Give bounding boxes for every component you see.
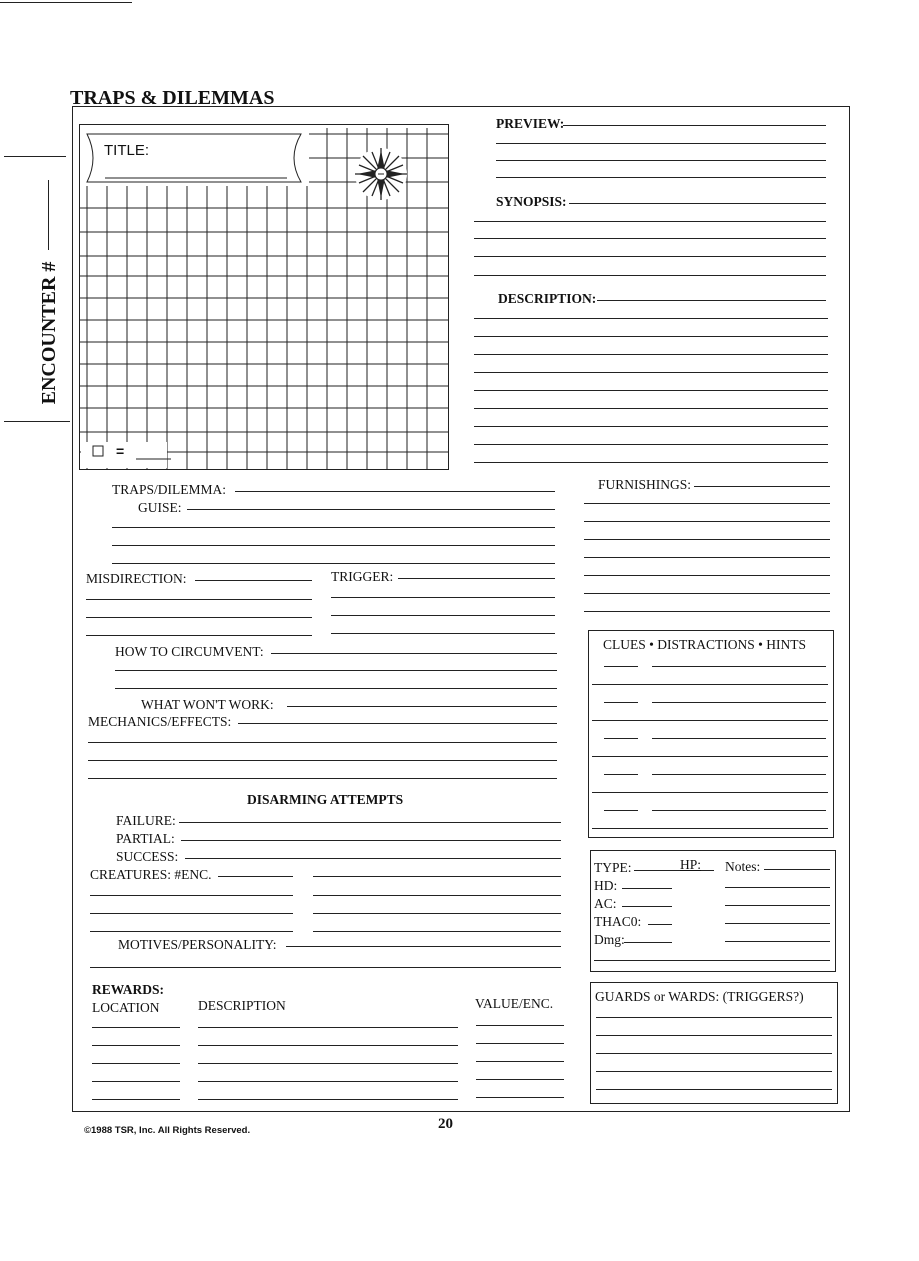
synopsis-line-1[interactable]: [569, 203, 826, 204]
description-line-5[interactable]: [474, 372, 828, 373]
map-grid[interactable]: [79, 124, 451, 474]
creatures-line-3[interactable]: [90, 913, 293, 914]
disarming-heading: DISARMING ATTEMPTS: [247, 792, 404, 807]
stat-line-bottom[interactable]: [594, 960, 830, 961]
clues-box: [588, 630, 834, 838]
stat-notes-line-4[interactable]: [725, 923, 830, 924]
reward-description-line-3[interactable]: [198, 1063, 458, 1064]
reward-value-line-1[interactable]: [476, 1025, 564, 1026]
furnishings-line-6[interactable]: [584, 575, 830, 576]
description-line-1[interactable]: [597, 300, 826, 301]
clue-line-1[interactable]: [652, 666, 826, 667]
circumvent-line-3[interactable]: [115, 688, 557, 689]
reward-description-line-1[interactable]: [198, 1027, 458, 1028]
guards-line-4[interactable]: [596, 1071, 832, 1072]
preview-line-3[interactable]: [496, 160, 826, 161]
encounter-number-line[interactable]: [48, 180, 49, 250]
description-line-7[interactable]: [474, 408, 828, 409]
preview-line-4[interactable]: [496, 177, 826, 178]
reward-description-line-2[interactable]: [198, 1045, 458, 1046]
rewards-location-header: LOCATION: [92, 1000, 160, 1015]
trigger-label: TRIGGER:: [331, 569, 394, 584]
page-title: TRAPS & DILEMMAS: [70, 87, 275, 109]
motives-line-2[interactable]: [90, 967, 561, 968]
clue-line-4[interactable]: [652, 774, 826, 775]
scale-equals: =: [116, 443, 125, 459]
side-rule-top: [4, 156, 66, 157]
mechanics-line-3[interactable]: [88, 760, 557, 761]
description-line-3[interactable]: [474, 336, 828, 337]
furnishings-label: FURNISHINGS:: [598, 477, 692, 492]
creatures-notes-line-1[interactable]: [313, 876, 561, 877]
wont-work-label: WHAT WON'T WORK:: [141, 697, 274, 712]
clue-number-line-3[interactable]: [604, 738, 638, 739]
preview-line-2[interactable]: [496, 143, 826, 144]
stat-notes-line-5[interactable]: [725, 941, 830, 942]
furnishings-line-4[interactable]: [584, 539, 830, 540]
synopsis-line-5[interactable]: [474, 275, 826, 276]
preview-label: PREVIEW:: [496, 116, 565, 131]
guards-label: GUARDS or WARDS: (TRIGGERS?): [595, 989, 804, 1004]
description-line-9[interactable]: [474, 444, 828, 445]
motives-line-1[interactable]: [286, 946, 561, 947]
furnishings-line-3[interactable]: [584, 521, 830, 522]
guards-line-2[interactable]: [596, 1035, 832, 1036]
traps-dilemma-line[interactable]: [235, 491, 555, 492]
guards-line-5[interactable]: [596, 1089, 832, 1090]
clue-sub-line-5[interactable]: [592, 828, 828, 829]
traps-dilemma-label: TRAPS/DILEMMA:: [112, 482, 227, 497]
description-label: DESCRIPTION:: [498, 291, 597, 306]
creatures-line-1[interactable]: [218, 876, 293, 877]
stat-notes-line-3[interactable]: [725, 905, 830, 906]
clues-label: CLUES • DISTRACTIONS • HINTS: [603, 637, 806, 652]
stat-type-label: TYPE:: [594, 860, 632, 875]
reward-location-line-5[interactable]: [92, 1099, 180, 1100]
reward-value-line-5[interactable]: [476, 1097, 564, 1098]
description-line-4[interactable]: [474, 354, 828, 355]
stat-dmg-label: Dmg:: [594, 932, 625, 947]
reward-location-line-3[interactable]: [92, 1063, 180, 1064]
stat-hd-line[interactable]: [622, 888, 672, 889]
reward-description-line-4[interactable]: [198, 1081, 458, 1082]
trigger-line-1[interactable]: [398, 578, 555, 579]
side-rule-bottom: [4, 421, 70, 422]
circumvent-label: HOW TO CIRCUMVENT:: [115, 644, 264, 659]
stat-ac-label: AC:: [594, 896, 617, 911]
encounter-label: ENCOUNTER #: [38, 261, 60, 405]
clue-number-line-4[interactable]: [604, 774, 638, 775]
partial-line[interactable]: [181, 840, 561, 841]
reward-location-line-2[interactable]: [92, 1045, 180, 1046]
clue-number-line-5[interactable]: [604, 810, 638, 811]
clue-number-line-1[interactable]: [604, 666, 638, 667]
stat-notes-label: Notes:: [725, 859, 761, 874]
trigger-line-4[interactable]: [331, 633, 555, 634]
misdirection-line-2[interactable]: [86, 599, 312, 600]
reward-location-line-1[interactable]: [92, 1027, 180, 1028]
creatures-notes-line-2[interactable]: [313, 895, 561, 896]
rewards-description-header: DESCRIPTION: [198, 998, 286, 1013]
creatures-notes-line-3[interactable]: [313, 913, 561, 914]
stat-notes-line-2[interactable]: [725, 887, 830, 888]
description-line-10[interactable]: [474, 462, 828, 463]
rewards-value-header: VALUE/ENC.: [475, 996, 554, 1011]
wont-work-line[interactable]: [287, 706, 557, 707]
reward-value-line-3[interactable]: [476, 1061, 564, 1062]
misdirection-line-1[interactable]: [195, 580, 312, 581]
stat-notes-line-1[interactable]: [764, 869, 830, 870]
page-number: 20: [438, 1116, 453, 1132]
clue-line-2[interactable]: [652, 702, 826, 703]
furnishings-line-5[interactable]: [584, 557, 830, 558]
reward-value-line-2[interactable]: [476, 1043, 564, 1044]
creatures-line-4[interactable]: [90, 931, 293, 932]
circumvent-line-2[interactable]: [115, 670, 557, 671]
clue-sub-line-3[interactable]: [592, 756, 828, 757]
stat-dmg-line[interactable]: [624, 942, 672, 943]
clue-line-3[interactable]: [652, 738, 826, 739]
creatures-notes-line-4[interactable]: [313, 931, 561, 932]
guards-line-1[interactable]: [596, 1017, 832, 1018]
preview-line-1[interactable]: [563, 125, 826, 126]
guise-line-2[interactable]: [112, 527, 555, 528]
furnishings-line-2[interactable]: [584, 503, 830, 504]
description-line-2[interactable]: [474, 318, 828, 319]
mechanics-line-4[interactable]: [88, 778, 557, 779]
mechanics-line-2[interactable]: [88, 742, 557, 743]
clue-sub-line-2[interactable]: [592, 720, 828, 721]
stat-thac0-label: THAC0:: [594, 914, 642, 929]
rewards-heading: REWARDS:: [92, 982, 165, 997]
guards-line-3[interactable]: [596, 1053, 832, 1054]
success-line[interactable]: [185, 858, 561, 859]
trigger-line-3[interactable]: [331, 615, 555, 616]
furnishings-line-7[interactable]: [584, 593, 830, 594]
misdirection-label: MISDIRECTION:: [86, 571, 187, 586]
creatures-line-2[interactable]: [90, 895, 293, 896]
stat-type-line[interactable]: [634, 870, 714, 871]
synopsis-line-4[interactable]: [474, 256, 826, 257]
description-line-8[interactable]: [474, 426, 828, 427]
compass-rose-icon: [355, 148, 407, 200]
misdirection-line-3[interactable]: [86, 617, 312, 618]
success-label: SUCCESS:: [116, 849, 179, 864]
circumvent-line-1[interactable]: [271, 653, 557, 654]
clue-sub-line-1[interactable]: [592, 684, 828, 685]
failure-label: FAILURE:: [116, 813, 176, 828]
furnishings-line-8[interactable]: [584, 611, 830, 612]
mechanics-label: MECHANICS/EFFECTS:: [88, 714, 232, 729]
synopsis-line-3[interactable]: [474, 238, 826, 239]
scan-edge-line: [0, 2, 132, 3]
copyright: ©1988 TSR, Inc. All Rights Reserved.: [84, 1125, 251, 1136]
guise-label: GUISE:: [138, 500, 182, 515]
description-line-6[interactable]: [474, 390, 828, 391]
stat-thac0-line[interactable]: [648, 924, 672, 925]
mechanics-line-1[interactable]: [238, 723, 557, 724]
reward-value-line-4[interactable]: [476, 1079, 564, 1080]
stat-hp-label: HP:: [680, 857, 702, 872]
reward-location-line-4[interactable]: [92, 1081, 180, 1082]
stat-ac-line[interactable]: [622, 906, 672, 907]
clue-number-line-2[interactable]: [604, 702, 638, 703]
guise-line-4[interactable]: [112, 563, 555, 564]
guise-line-3[interactable]: [112, 545, 555, 546]
reward-description-line-5[interactable]: [198, 1099, 458, 1100]
clue-line-5[interactable]: [652, 810, 826, 811]
synopsis-line-2[interactable]: [474, 221, 826, 222]
partial-label: PARTIAL:: [116, 831, 175, 846]
motives-label: MOTIVES/PERSONALITY:: [118, 937, 277, 952]
guise-line-1[interactable]: [187, 509, 555, 510]
failure-line[interactable]: [179, 822, 561, 823]
furnishings-line-1[interactable]: [694, 486, 830, 487]
map-title-label: TITLE:: [104, 142, 150, 159]
clue-sub-line-4[interactable]: [592, 792, 828, 793]
creatures-label: CREATURES: #ENC.: [90, 867, 212, 882]
stat-hd-label: HD:: [594, 878, 618, 893]
synopsis-label: SYNOPSIS:: [496, 194, 567, 209]
trigger-line-2[interactable]: [331, 597, 555, 598]
misdirection-line-4[interactable]: [86, 635, 312, 636]
